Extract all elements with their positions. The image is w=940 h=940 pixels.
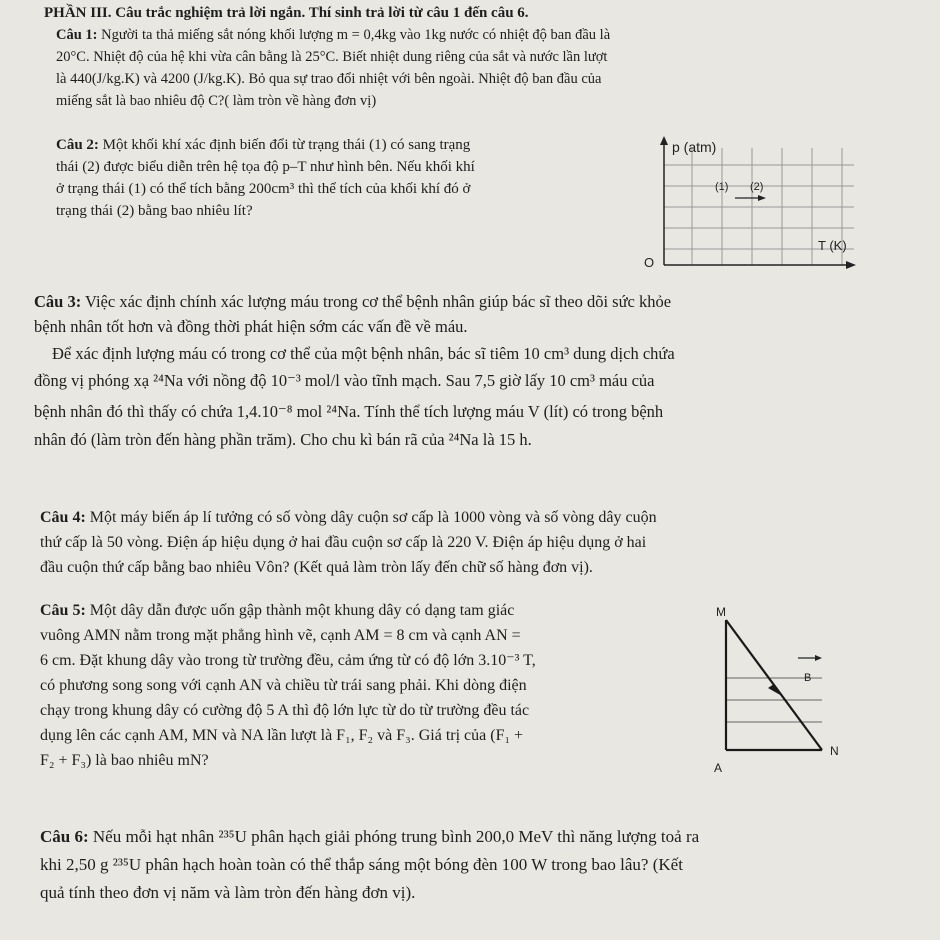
q5-line-5: chạy trong khung dây có cường độ 5 A thì độ lớn lực từ do từ trường đều tác xyxy=(40,702,530,719)
q1-line-4: miếng sắt là bao nhiêu độ C?( làm tròn về hàng đơn vị) xyxy=(56,93,377,109)
q5-line-1: Câu 5: Một dây dẫn được uốn gập thành một khung dây có dạng tam giác xyxy=(40,602,515,619)
q3-line-2: bệnh nhân tốt hơn và đồng thời phát hiện sớm các vấn đề về máu. xyxy=(34,317,468,336)
vertex-a: A xyxy=(714,761,723,775)
state-2-label: (2) xyxy=(750,181,764,193)
b-vector-arrow xyxy=(815,655,822,661)
q2-label: Câu 2: xyxy=(56,137,99,153)
q6-line-2: khi 2,50 g ²³⁵U phân hạch hoàn toàn có thể thắp sáng một bóng đèn 100 W trong bao lâu? (Kết xyxy=(40,855,683,874)
q3-line-1: Câu 3: Việc xác định chính xác lượng máu trong cơ thể bệnh nhân giúp bác sĩ theo dõi sức khỏe xyxy=(34,292,672,311)
p-axis-arrow xyxy=(660,136,668,145)
q5-line-3: 6 cm. Đặt khung dây vào trong từ trường đều, cảm ứng từ có độ lớn 3.10⁻³ T, xyxy=(40,652,536,669)
t-axis-label: T (K) xyxy=(818,238,847,253)
p-axis-label: p (atm) xyxy=(672,139,717,155)
current-arrow-mn xyxy=(768,684,782,696)
q4-line-1: Câu 4: Một máy biến áp lí tưởng có số vòng dây cuộn sơ cấp là 1000 vòng và số vòng dây cuộn xyxy=(40,509,657,526)
state-1-label: (1) xyxy=(715,181,729,193)
vertex-n: N xyxy=(830,744,839,758)
process-arrow xyxy=(758,195,766,201)
q5-line-7: F₂ + F₃) là bao nhiêu mN? xyxy=(40,752,209,769)
q1-label: Câu 1: xyxy=(56,27,98,43)
q5-line-6: dụng lên các cạnh AM, MN và NA lần lượt là F₁, F₂ và F₃. Giá trị của (F₁ + xyxy=(40,727,524,744)
b-label: B xyxy=(804,672,812,684)
q6-line-1: Câu 6: Nếu mỗi hạt nhân ²³⁵U phân hạch giải phóng trung bình 200,0 MeV thì năng lượng toả ra xyxy=(40,827,700,846)
q3-line-6: nhân đó (làm tròn đến hàng phần trăm). Cho chu kì bán rã của ²⁴Na là 15 h. xyxy=(34,430,532,449)
triangle-figure xyxy=(690,600,860,780)
q3-line-4: đồng vị phóng xạ ²⁴Na với nồng độ 10⁻³ mol/l vào tĩnh mạch. Sau 7,5 giờ lấy 10 cm³ máu của xyxy=(34,371,655,390)
q2-line-1: Câu 2: Một khối khí xác định biến đổi từ trạng thái (1) có sang trạng xyxy=(56,137,471,153)
q3-line-5: bệnh nhân đó thì thấy có chứa 1,4.10⁻⁸ mol ²⁴Na. Tính thể tích lượng máu V (lít) có trong bệnh xyxy=(34,402,664,421)
q5-line-4: có phương song song với cạnh AN và chiều từ trái sang phải. Khi dòng điện xyxy=(40,677,527,694)
t-axis-arrow xyxy=(846,261,856,269)
section-title: PHẦN III. Câu trắc nghiệm trả lời ngắn. Thí sinh trả lời từ câu 1 đến câu 6. xyxy=(44,5,529,21)
q1-line-1: Câu 1: Người ta thả miếng sắt nóng khối lượng m = 0,4kg vào 1kg nước có nhiệt độ ban đầu là xyxy=(56,27,611,43)
q2-line-2: thái (2) được biểu diễn trên hệ tọa độ p–T như hình bên. Nếu khối khí xyxy=(56,159,475,175)
q4-line-3: đầu cuộn thứ cấp bằng bao nhiêu Vôn? (Kết quả làm tròn lấy đến chữ số hàng đơn vị). xyxy=(40,559,593,576)
q3-label: Câu 3: xyxy=(34,292,82,311)
q6-line-3: quả tính theo đơn vị năm và làm tròn đến hàng đơn vị). xyxy=(40,883,416,902)
q3-line-3: Để xác định lượng máu có trong cơ thể của một bệnh nhân, bác sĩ tiêm 10 cm³ dung dịch chứa xyxy=(52,344,675,363)
q5-label: Câu 5: xyxy=(40,602,86,619)
q1-line-2: 20°C. Nhiệt độ của hệ khi vừa cân bằng là 25°C. Biết nhiệt dung riêng của sắt và nước lần lượt xyxy=(56,49,608,65)
q5-line-2: vuông AMN nằm trong mặt phẳng hình vẽ, cạnh AM = 8 cm và cạnh AN = xyxy=(40,627,521,644)
q4-label: Câu 4: xyxy=(40,509,86,526)
q1-line-3: là 440(J/kg.K) và 4200 (J/kg.K). Bỏ qua sự trao đổi nhiệt với bên ngoài. Nhiệt độ ban đầu của xyxy=(56,71,602,87)
q2-line-3: ở trạng thái (1) có thể tích bằng 200cm³ thì thể tích của khối khí đó ở xyxy=(56,181,471,197)
q2-line-4: trạng thái (2) bằng bao nhiêu lít? xyxy=(56,203,253,219)
origin-label: O xyxy=(644,255,655,270)
vertex-m: M xyxy=(716,605,726,619)
q6-label: Câu 6: xyxy=(40,827,89,846)
q4-line-2: thứ cấp là 50 vòng. Điện áp hiệu dụng ở hai đầu cuộn sơ cấp là 220 V. Điện áp hiệu dụng ở hai xyxy=(40,534,647,551)
pt-graph xyxy=(620,130,860,275)
